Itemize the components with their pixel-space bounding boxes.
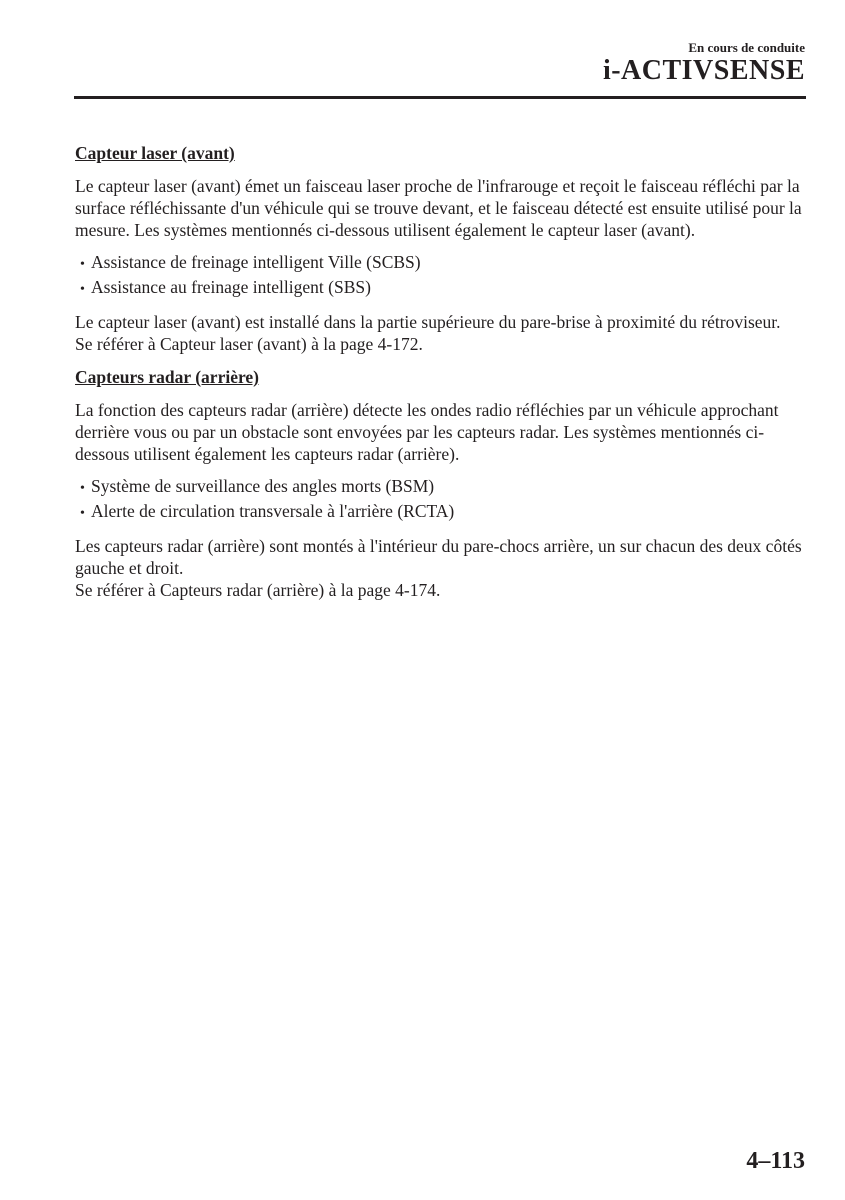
section-laser-sensor: [75, 142, 807, 355]
bullet-icon: •: [80, 506, 85, 521]
list-item: [75, 276, 807, 301]
section-radar-sensors: [75, 366, 807, 601]
bullet-icon: •: [80, 481, 85, 496]
section-intro-paragraph: Le capteur laser (avant) émet un faisceau laser proche de l'infrarouge et reçoit le faisceau réfléchi par la surface réfléchissante d'un véhicule qui se trouve devant, et le faisceau détecté est ensuite utilisé pour la mesure. Les systèmes mentionnés ci-dessous utilisent également le capteur laser (avant).: [75, 176, 802, 240]
section-heading: Capteurs radar (arrière): [75, 367, 260, 387]
running-header-title: i-ACTIVSENSE: [602, 55, 805, 86]
page-number: 4–113: [746, 1148, 805, 1174]
header-divider: [74, 96, 806, 99]
location-paragraph: Le capteur laser (avant) est installé dans la partie supérieure du pare-brise à proximité du rétroviseur.: [75, 312, 781, 332]
list-item-text: Assistance de freinage intelligent Ville (SCBS): [91, 252, 421, 272]
system-list: [75, 251, 807, 301]
list-item-text: Alerte de circulation transversale à l'arrière (RCTA): [91, 501, 455, 521]
running-header-section: En cours de conduite: [688, 40, 805, 55]
section-intro-paragraph: La fonction des capteurs radar (arrière) détecte les ondes radio réfléchies par un véhicule approchant derrière vous ou par un obstacle sont envoyées par les capteurs radar. Les systèmes mentionnés ci-dessous utilisent également les capteurs radar (arrière).: [75, 400, 779, 464]
page-reference: Se référer à Capteur laser (avant) à la page 4-172.: [75, 334, 423, 354]
section-heading: Capteur laser (avant): [75, 143, 235, 163]
list-item-text: Assistance au freinage intelligent (SBS): [91, 277, 371, 297]
page-body: [75, 142, 807, 609]
page-reference: Se référer à Capteurs radar (arrière) à la page 4-174.: [75, 580, 441, 600]
list-item: [75, 500, 807, 525]
location-paragraph: Les capteurs radar (arrière) sont montés à l'intérieur du pare-chocs arrière, un sur chacun des deux côtés gauche et droit.: [75, 536, 802, 578]
list-item-text: Système de surveillance des angles morts (BSM): [91, 476, 435, 496]
system-list: [75, 475, 807, 525]
bullet-icon: •: [80, 282, 85, 297]
list-item: [75, 475, 807, 500]
bullet-icon: •: [80, 257, 85, 272]
list-item: [75, 251, 807, 276]
